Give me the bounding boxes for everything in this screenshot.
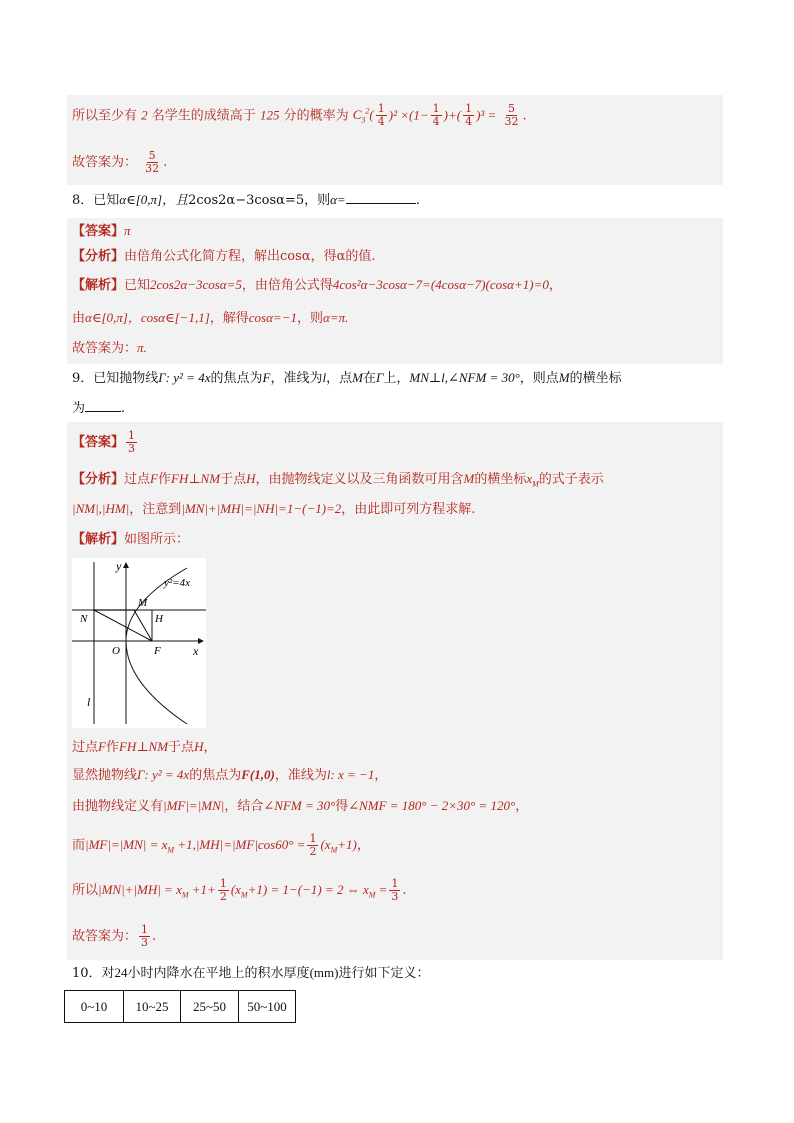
- q10-stem: 10．对24小时内降水在平地上的积水厚度(mm)进行如下定义：: [72, 965, 430, 981]
- table-cell: 50~100: [239, 991, 296, 1023]
- label-y: y: [116, 559, 122, 573]
- label-h: H: [155, 613, 163, 625]
- table-cell: 10~25: [124, 991, 181, 1023]
- label-f: F: [154, 645, 161, 657]
- q8-answer: 【答案】π: [72, 223, 131, 239]
- q8-solution-line1: 【解析】已知2cos2α−3cosα=5，由倍角公式得4cos²α−3cosα−7=(4cosα−7)(cosα+1)=0，: [72, 277, 562, 293]
- label-n: N: [80, 613, 88, 625]
- q7-final-answer: 故答案为： $\frac{5}{32}$ .: [72, 149, 168, 175]
- table-cell: 0~10: [65, 991, 124, 1023]
- q9-analysis-line1: 【分析】过点F作FH⊥NM于点H，由抛物线定义以及三角函数可用含M的横坐标$x_M$的式子表示: [72, 471, 604, 489]
- label-equation: y²=4x: [164, 577, 190, 589]
- parabola-figure: [72, 558, 206, 728]
- q9-solution-step1: 过点F作FH⊥NM于点H，: [72, 739, 217, 755]
- q9-solution-step5: 所以$|MN|+|MH| = x_M +1+$ $\frac{1}{2}$ $(x_M+1) = 1-(-1) = 2$ ⇔ $x_M$ = $\frac{1}{3}$ .: [72, 877, 407, 903]
- q9-solution-step3: 由抛物线定义有|MF|=|MN|，结合∠NFM = 30°得∠NMF = 180° − 2×30° = 120°，: [72, 798, 529, 814]
- q9-stem-line1: 9．已知抛物线Γ: y² = 4x的焦点为F，准线为l，点M在Γ上，MN⊥l,∠NFM = 30°，则点M的横坐标: [72, 370, 622, 386]
- label-m: M: [138, 597, 148, 609]
- label-o: O: [112, 645, 120, 657]
- q8-analysis: 【分析】由倍角公式化简方程，解出cosα，得α的值.: [72, 249, 376, 264]
- q9-analysis-line2: |NM|,|HM|，注意到|MN|+|MH|=|NH|=1−(−1)=2，由此即可列方程求解.: [72, 501, 476, 517]
- label-x: x: [193, 644, 199, 658]
- table-cell: 25~50: [181, 991, 239, 1023]
- rainfall-definition-table: [64, 990, 296, 1023]
- q9-solution-step2: 显然抛物线Γ: y² = 4x的焦点为F(1,0)，准线为l: x = −1，: [72, 767, 388, 783]
- q8-final: 故答案为：π.: [72, 340, 147, 356]
- q9-final: 故答案为： $\frac{1}{3}$ .: [72, 923, 157, 949]
- table-row: [65, 991, 296, 1023]
- q8-stem: 8．已知α∈[0,π]，且2cos2α−3cosα=5，则α= .: [72, 192, 420, 208]
- label-l: l: [87, 695, 91, 709]
- q9-solution-step4: 而$|MF|=|MN| = x_M +1,|MH|=|MF|\cos 60^\circ$ = $\frac{1}{2}$ $(x_M+1)$，: [72, 832, 370, 858]
- q8-solution-line2: 由α∈[0,π]，cosα∈[−1,1]，解得cosα=−1，则α=π.: [72, 310, 349, 326]
- q9-solution-intro: 【解析】如图所示：: [72, 532, 190, 547]
- q9-stem-line2: 为 .: [72, 398, 125, 418]
- q9-answer: 【答案】 $\frac{1}{3}$: [72, 429, 136, 455]
- q7-probability-line: 所以至少有 2 名学生的成绩高于 125 分的概率为 $C_3^2$( $\frac{1}{4}$ )² ×(1− $\frac{1}{4}$ )+( $\frac{1}{4}$ )³ = $\frac{5}{32}$ .: [72, 102, 527, 129]
